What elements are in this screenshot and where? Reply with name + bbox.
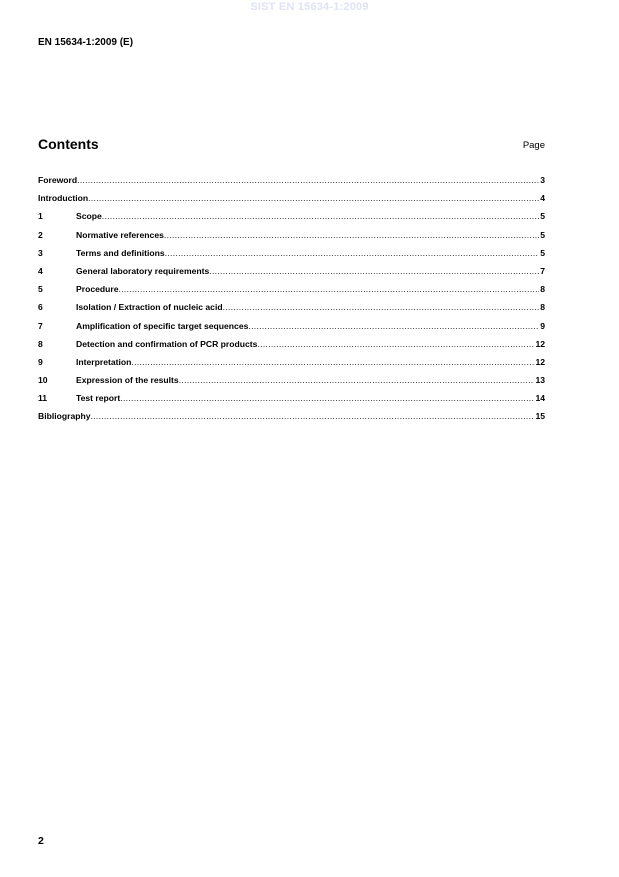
toc-entry-title: Test report — [76, 393, 121, 404]
page-column-label: Page — [522, 140, 545, 151]
toc-entry-title: Interpretation — [76, 356, 132, 367]
document-id: EN 15634-1:2009 (E) — [38, 37, 134, 48]
toc-entry-page: 14 — [535, 393, 545, 404]
toc-entry-page: 8 — [540, 302, 545, 313]
toc-entry-interpretation[interactable] — [38, 357, 545, 375]
toc-entry-title: Detection and confirmation of PCR products — [76, 338, 258, 349]
toc-dot-leader — [131, 357, 534, 367]
toc-dot-leader — [179, 375, 535, 385]
toc-entry-number: 11 — [38, 393, 48, 404]
toc-dot-leader — [164, 230, 539, 240]
toc-entry-page: 5 — [540, 247, 545, 258]
toc-entry-detection-confirmation[interactable] — [38, 339, 545, 357]
toc-entry-title: Bibliography — [38, 411, 91, 422]
toc-entry-normative-references[interactable] — [38, 230, 545, 248]
toc-entry-number: 9 — [38, 356, 43, 367]
toc-dot-leader — [91, 411, 535, 421]
toc-entry-terms-and-definitions[interactable] — [38, 248, 545, 266]
toc-entry-number: 3 — [38, 247, 43, 258]
toc-entry-expression-of-results[interactable] — [38, 375, 545, 393]
toc-entry-test-report[interactable] — [38, 393, 545, 411]
toc-dot-leader — [119, 284, 540, 294]
toc-entry-bibliography[interactable] — [38, 411, 545, 429]
page-number: 2 — [38, 835, 44, 847]
contents-heading: Contents — [38, 136, 99, 152]
toc-entry-title: Amplification of specific target sequences — [76, 320, 249, 331]
toc-entry-number: 8 — [38, 338, 43, 349]
toc-entry-page: 15 — [535, 411, 545, 422]
toc-entry-title: Terms and definitions — [76, 247, 165, 258]
toc-entry-number: 7 — [38, 320, 43, 331]
toc-entry-page: 7 — [540, 265, 545, 276]
toc-entry-number: 6 — [38, 302, 43, 313]
toc-dot-leader — [88, 193, 539, 203]
watermark: SIST EN 15634-1:2009 — [250, 1, 369, 13]
toc-entry-page: 5 — [540, 229, 545, 240]
toc-entry-number: 1 — [38, 211, 43, 222]
toc-dot-leader — [120, 393, 534, 403]
toc-dot-leader — [248, 321, 539, 331]
toc-dot-leader — [102, 211, 539, 221]
toc-entry-page: 3 — [540, 175, 545, 185]
toc-entry-title: Normative references — [76, 229, 164, 240]
toc-dot-leader — [77, 175, 539, 185]
toc-entry-page: 9 — [540, 320, 545, 331]
toc-entry-title: Foreword — [38, 175, 78, 185]
toc-entry-page: 5 — [540, 211, 545, 222]
toc-entry-procedure[interactable] — [38, 284, 545, 302]
toc-dot-leader — [165, 248, 540, 258]
toc-entry-foreword[interactable] — [38, 175, 545, 193]
toc-entry-introduction[interactable] — [38, 193, 545, 211]
toc-entry-number: 10 — [38, 375, 48, 386]
toc-entry-number: 2 — [38, 229, 43, 240]
toc-entry-page: 13 — [535, 375, 545, 386]
toc-entry-title: Introduction — [38, 193, 89, 204]
toc-entry-title: Scope — [76, 211, 102, 222]
toc-entry-page: 12 — [535, 356, 545, 367]
toc-dot-leader — [209, 266, 539, 276]
toc-entry-general-laboratory-requirements[interactable] — [38, 266, 545, 284]
toc-entry-title: Procedure — [76, 284, 119, 295]
toc-entry-page: 12 — [535, 338, 545, 349]
table-of-contents — [38, 175, 545, 430]
toc-entry-page: 8 — [540, 284, 545, 295]
toc-entry-scope[interactable] — [38, 211, 545, 229]
toc-entry-number: 5 — [38, 284, 43, 295]
toc-dot-leader — [223, 302, 540, 312]
toc-entry-amplification[interactable] — [38, 321, 545, 339]
toc-entry-title: General laboratory requirements — [76, 265, 210, 276]
toc-entry-isolation-extraction[interactable] — [38, 302, 545, 320]
toc-dot-leader — [257, 339, 534, 349]
toc-entry-title: Isolation / Extraction of nucleic acid — [76, 302, 223, 313]
toc-entry-title: Expression of the results — [76, 375, 179, 386]
toc-entry-number: 4 — [38, 265, 43, 276]
toc-entry-page: 4 — [540, 193, 545, 204]
